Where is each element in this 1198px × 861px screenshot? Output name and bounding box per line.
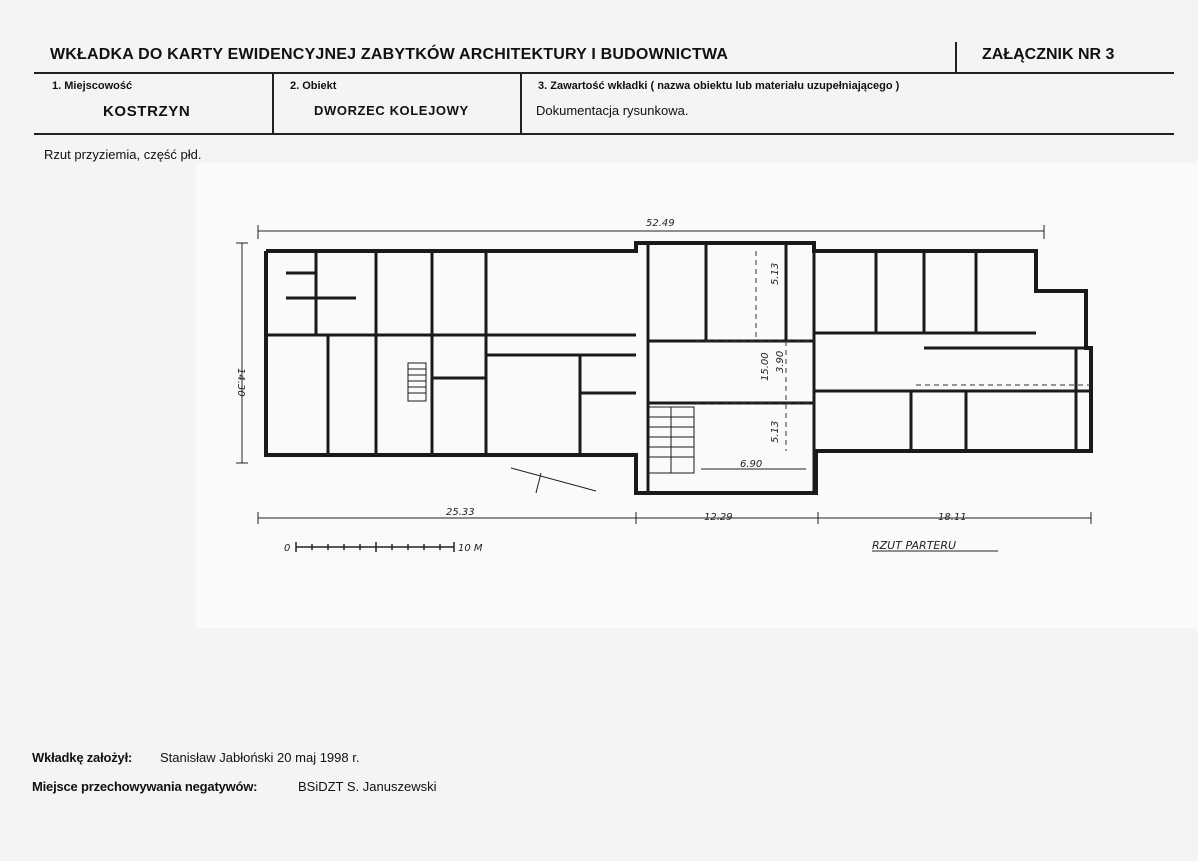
content-label: 3. Zawartość wkładki ( nazwa obiektu lub materiału uzupełniającego ) <box>538 80 900 92</box>
object-value: DWORZEC KOLEJOWY <box>314 103 469 118</box>
dim-inner-label: 6.90 <box>740 459 763 470</box>
dim-depth-label: 14.30 <box>235 368 246 397</box>
dim-left-wing-label: 25.33 <box>446 507 475 518</box>
dim-right-wing-label: 18.11 <box>938 512 967 523</box>
dim-total-label: 52.49 <box>646 218 675 229</box>
locality-value: KOSTRZYN <box>103 103 191 120</box>
scale-bar <box>296 542 454 552</box>
staircase-left <box>408 363 426 401</box>
dim-hall-top-label: 5.13 <box>770 262 781 285</box>
object-label: 2. Obiekt <box>290 80 337 92</box>
north-arrow <box>511 468 596 493</box>
scale-start-label: 0 <box>284 543 291 554</box>
locality-label: 1. Miejscowość <box>52 80 133 92</box>
drawing-title-label: RZUT PARTERU <box>872 539 957 552</box>
fields-rule <box>34 133 1174 135</box>
floor-plan-svg <box>196 163 1198 628</box>
dim-hall-depth-label: 15.00 <box>760 352 771 381</box>
dim-hall-mid-label: 3.90 <box>775 350 786 373</box>
field-divider-2 <box>520 74 522 134</box>
negatives-value: BSiDZT S. Januszewski <box>298 779 437 794</box>
sheet-title: WKŁADKA DO KARTY EWIDENCYJNEJ ZABYTKÓW ARCHITEKTURY I BUDOWNICTWA <box>50 46 729 63</box>
exterior-walls <box>266 243 1091 493</box>
header-rule <box>34 72 1174 74</box>
annex-number: ZAŁĄCZNIK NR 3 <box>982 46 1115 63</box>
content-value: Dokumentacja rysunkowa. <box>536 103 689 118</box>
dim-middle-label: 12.29 <box>704 512 733 523</box>
header-divider <box>955 42 957 72</box>
staircase-middle <box>648 407 694 473</box>
founder-value: Stanisław Jabłoński 20 maj 1998 r. <box>160 750 360 765</box>
floor-plan-drawing <box>196 163 1198 628</box>
dim-hall-bottom-label: 5.13 <box>770 420 781 443</box>
negatives-label: Miejsce przechowywania negatywów: <box>32 779 258 794</box>
hall-hidden-lines <box>696 251 1091 451</box>
field-divider-1 <box>272 74 274 134</box>
drawing-caption: Rzut przyziemia, część płd. <box>44 147 202 162</box>
scale-end-label: 10 M <box>458 543 483 554</box>
founder-label: Wkładkę założył: <box>32 750 133 765</box>
